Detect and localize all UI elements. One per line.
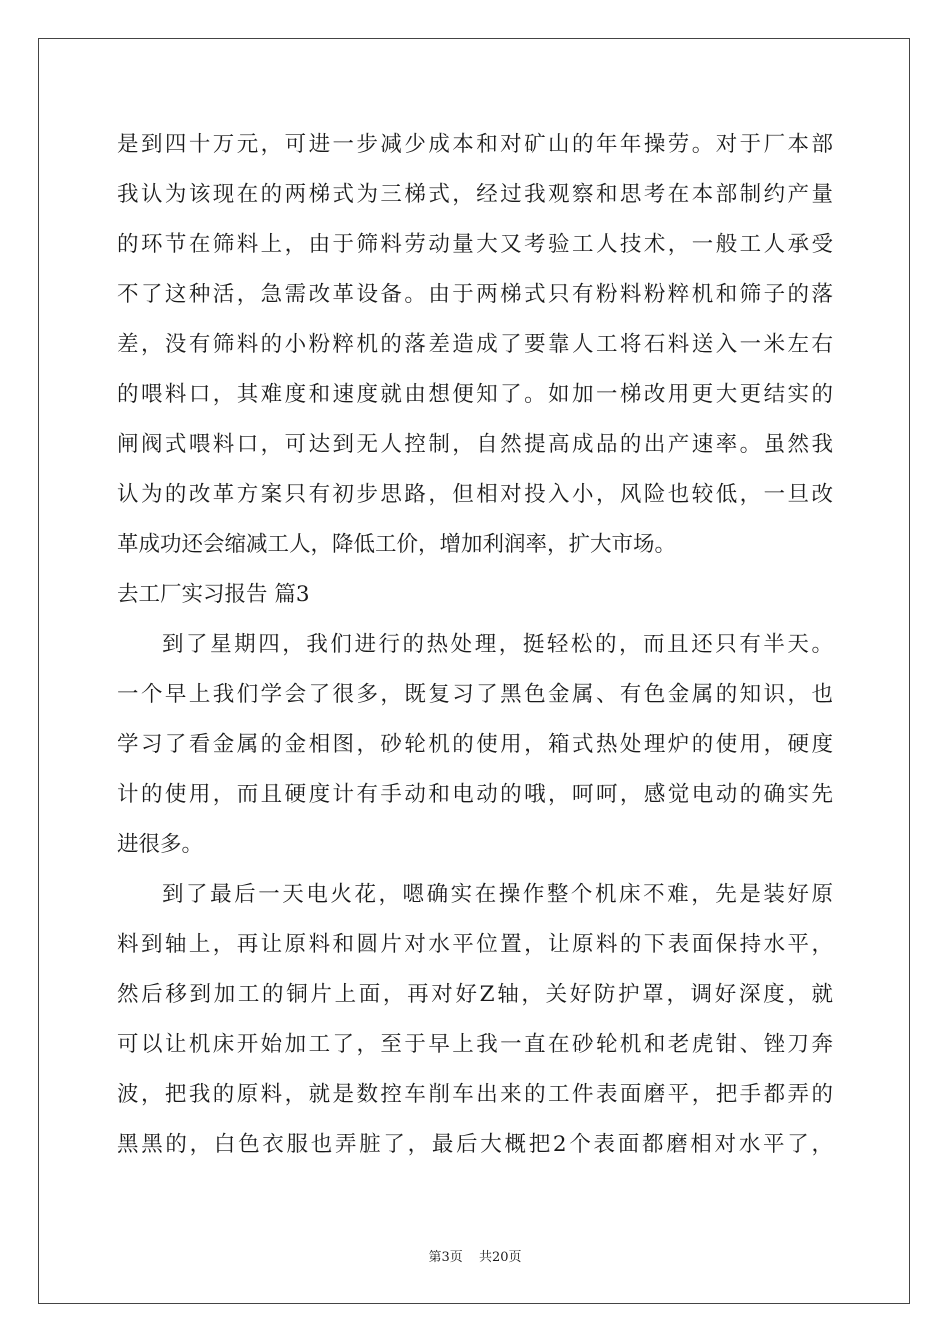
- text-line: 一个早上我们学会了很多，既复习了黑色金属、有色金属的知识，也: [117, 682, 833, 707]
- text-line: 差，没有筛料的小粉粹机的落差造成了要靠人工将石料送入一米左右: [117, 332, 833, 357]
- text-line: 然后移到加工的铜片上面，再对好Z轴，关好防护罩，调好深度，就: [117, 982, 833, 1007]
- text-line: 是到四十万元，可进一步减少成本和对矿山的年年操劳。对于厂本部: [117, 132, 833, 157]
- section-heading: 去工厂实习报告 篇3: [117, 582, 310, 607]
- text-line: 可以让机床开始加工了，至于早上我一直在砂轮机和老虎钳、锉刀奔: [117, 1032, 833, 1057]
- text-line: 的喂料口，其难度和速度就由想便知了。如加一梯改用更大更结实的: [117, 382, 833, 407]
- text-line: 计的使用，而且硬度计有手动和电动的哦，呵呵，感觉电动的确实先: [117, 782, 833, 807]
- text-line: 波，把我的原料，就是数控车削车出来的工件表面磨平，把手都弄的: [117, 1082, 833, 1107]
- text-line: 认为的改革方案只有初步思路，但相对投入小，风险也较低，一旦改: [117, 482, 833, 507]
- page-total: 共20页: [478, 1250, 522, 1265]
- text-line: 到了星期四，我们进行的热处理，挺轻松的，而且还只有半天。: [162, 632, 833, 657]
- text-line: 革成功还会缩减工人，降低工价，增加利润率，扩大市场。: [117, 532, 677, 557]
- page-footer: [0, 1246, 950, 1265]
- text-line: 料到轴上，再让原料和圆片对水平位置，让原料的下表面保持水平，: [117, 932, 833, 957]
- text-line: 闸阀式喂料口，可达到无人控制，自然提高成品的出产速率。虽然我: [117, 432, 833, 457]
- document-body: [117, 127, 833, 1177]
- text-line: 学习了看金属的金相图，砂轮机的使用，箱式热处理炉的使用，硬度: [117, 732, 833, 757]
- text-line: 黑黑的，白色衣服也弄脏了，最后大概把2个表面都磨相对水平了，: [117, 1132, 833, 1157]
- text-line: 到了最后一天电火花，嗯确实在操作整个机床不难，先是装好原: [162, 882, 833, 907]
- text-line: 进很多。: [117, 832, 204, 857]
- text-line: 不了这种活，急需改革设备。由于两梯式只有粉料粉粹机和筛子的落: [117, 282, 833, 307]
- page-number: 第3页: [428, 1250, 463, 1265]
- text-line: 的环节在筛料上，由于筛料劳动量大又考验工人技术，一般工人承受: [117, 232, 833, 257]
- text-line: 我认为该现在的两梯式为三梯式，经过我观察和思考在本部制约产量: [117, 182, 833, 207]
